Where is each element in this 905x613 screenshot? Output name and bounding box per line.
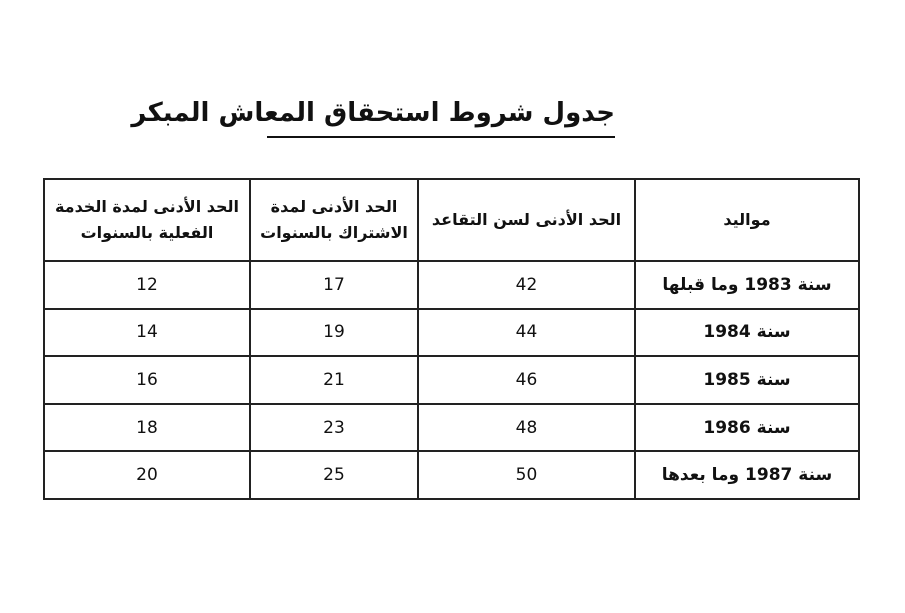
table-header-row [44,179,859,261]
min-service-cell: 20 [44,451,250,499]
title-underline [267,136,615,138]
table-row [44,309,859,357]
min-contribution-cell: 19 [250,309,418,357]
header-birth: مواليد [635,179,859,261]
min-contribution-cell: 21 [250,356,418,404]
min-age-cell: 48 [418,404,635,452]
birth-cell: سنة 1985 [635,356,859,404]
min-service-cell: 12 [44,261,250,309]
early-pension-conditions-table [43,178,860,500]
birth-cell: سنة 1983 وما قبلها [635,261,859,309]
min-service-cell: 18 [44,404,250,452]
header-min-service: الحد الأدنى لمدة الخدمة الفعلية بالسنوات [44,179,250,261]
min-age-cell: 44 [418,309,635,357]
min-age-cell: 46 [418,356,635,404]
table-row [44,451,859,499]
birth-cell: سنة 1986 [635,404,859,452]
min-contribution-cell: 17 [250,261,418,309]
birth-cell: سنة 1984 [635,309,859,357]
header-min-age: الحد الأدنى لسن التقاعد [418,179,635,261]
table-row [44,404,859,452]
min-age-cell: 42 [418,261,635,309]
min-age-cell: 50 [418,451,635,499]
header-min-contribution: الحد الأدنى لمدة الاشتراك بالسنوات [250,179,418,261]
min-service-cell: 14 [44,309,250,357]
min-contribution-cell: 25 [250,451,418,499]
birth-cell: سنة 1987 وما بعدها [635,451,859,499]
table-row [44,261,859,309]
page-title: جدول شروط استحقاق المعاش المبكر [131,98,615,128]
table-row [44,356,859,404]
min-contribution-cell: 23 [250,404,418,452]
min-service-cell: 16 [44,356,250,404]
